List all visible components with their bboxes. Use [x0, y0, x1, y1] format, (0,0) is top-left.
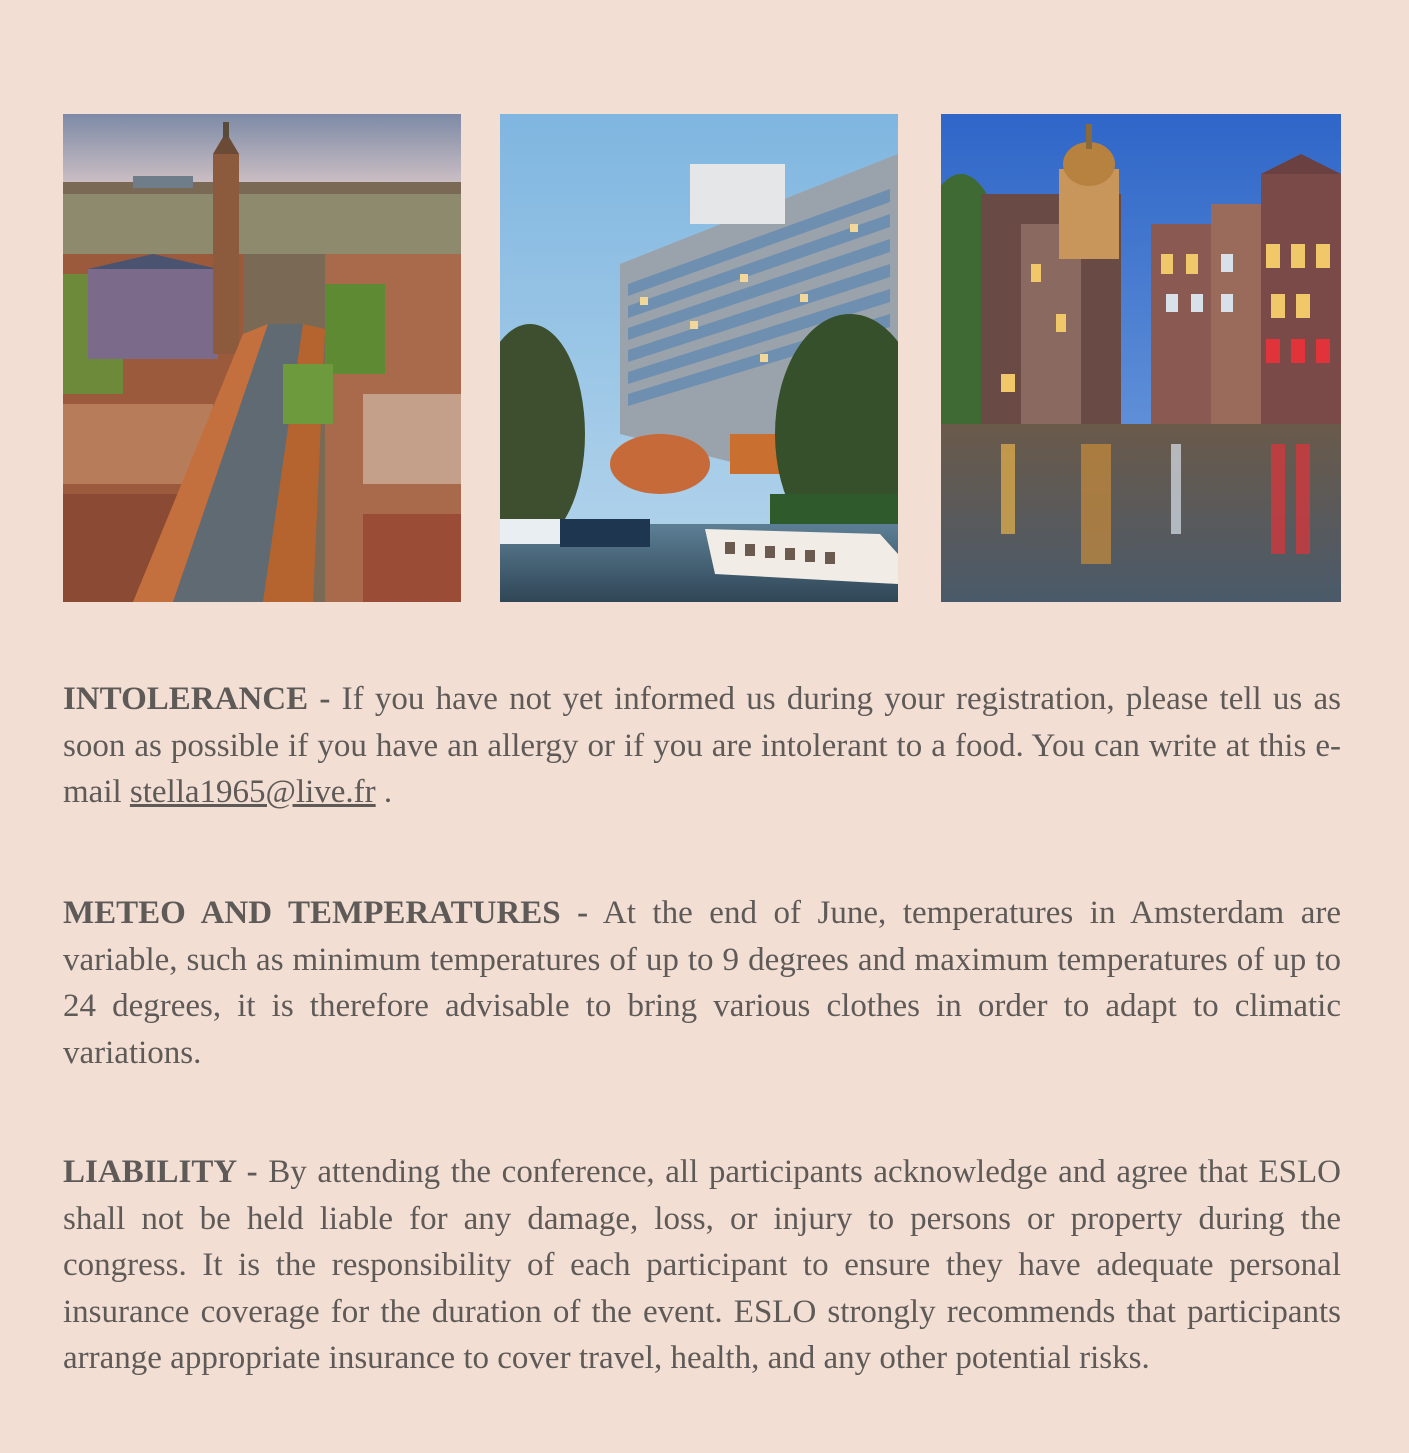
canal-houses-night-photo-icon [941, 114, 1341, 602]
intolerance-text: If you have not yet informed us during your registration, please tell us as soon as possible if you have an allergy or if you are intolerant to a food. You can write at this e-mail [63, 681, 1341, 810]
liability-paragraph [63, 1149, 1341, 1382]
amsterdam-aerial-canal-photo-icon [63, 114, 461, 602]
intolerance-heading: INTOLERANCE - [63, 681, 331, 717]
meteo-text: At the end of June, temperatures in Amsterdam are variable, such as minimum temperatures of up to 9 degrees and maximum temperatures of up to 24 degrees, it is therefore advisable to bring various clothes in order to adapt to climatic variations. [63, 895, 1341, 1071]
meteo-paragraph [63, 890, 1341, 1076]
intolerance-end: . [375, 774, 393, 810]
meteo-heading: METEO AND TEMPERATURES - [63, 895, 589, 931]
liability-heading: LIABILITY - [63, 1154, 258, 1190]
email-link[interactable]: stella1965@live.fr [129, 774, 376, 810]
liability-text: By attending the conference, all participants acknowledge and agree that ESLO shall not be held liable for any damage, loss, or injury to persons or property during the congress. It is the responsibility of each participant to ensure they have adequate personal insurance coverage for the duration of the event. ESLO strongly recommends that participants arrange appropriate insurance to cover travel, health, and any other potential risks. [63, 1154, 1341, 1376]
intolerance-paragraph [63, 676, 1341, 816]
hotel-building-canal-photo-icon [500, 114, 898, 602]
